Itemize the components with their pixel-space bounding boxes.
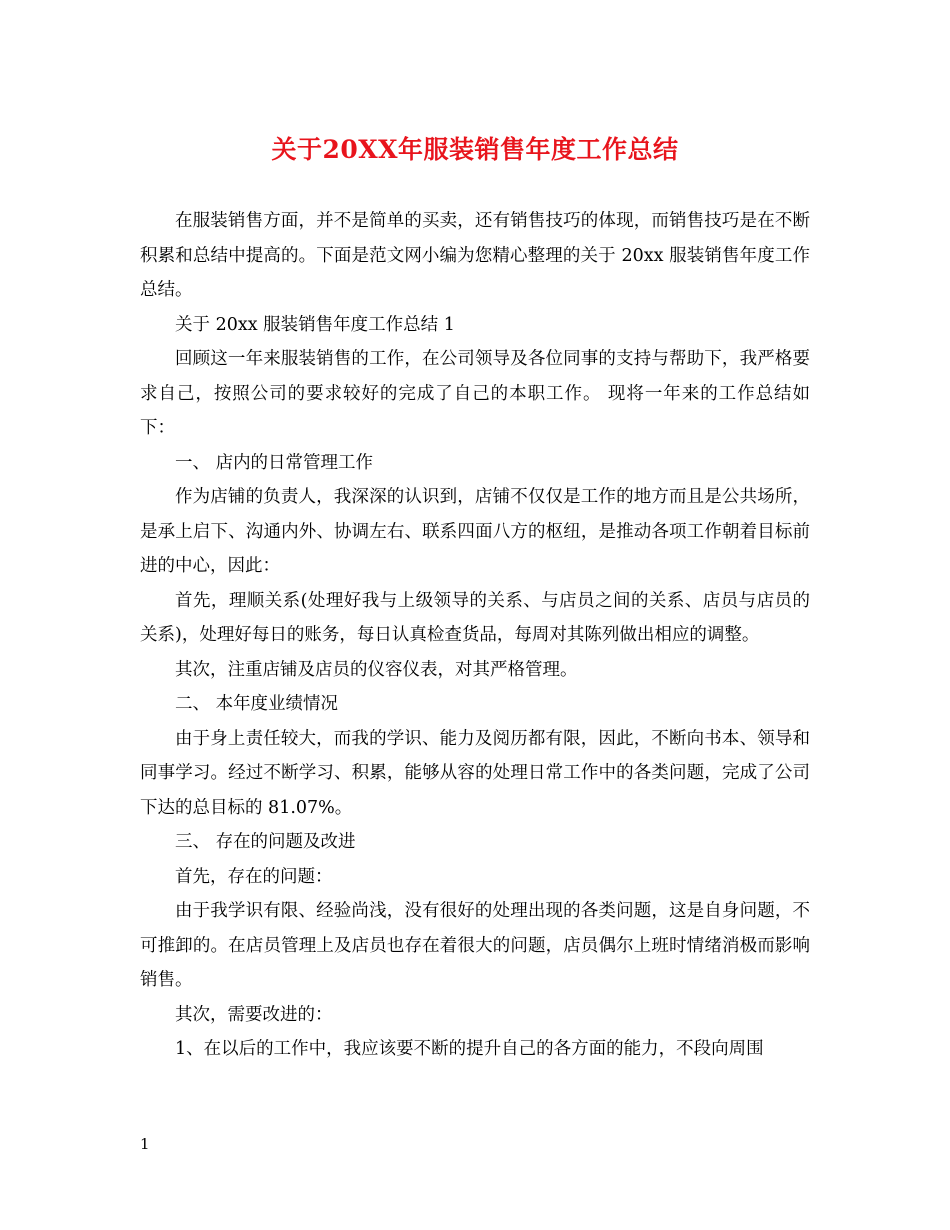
paragraph-performance: 由于身上责任较大，而我的学识、能力及阅历都有限，因此，不断向书本、领导和同事学习。经过不断学习、积累，能够从容的处理日常工作中的各类问题，完成了公司下达的总目标的 81.07%。 <box>140 728 810 818</box>
section-heading-2: 二、 本年度业绩情况 <box>175 694 339 714</box>
paragraph-intro: 在服装销售方面，并不是简单的买卖，还有销售技巧的体现，而销售技巧是在不断积累和总结中提高的。下面是范文网小编为您精心整理的关于 20xx 服装销售年度工作总结。 <box>140 211 810 300</box>
document-body <box>140 204 810 1067</box>
paragraph-second: 其次，注重店铺及店员的仪容仪表，对其严格管理。 <box>175 659 578 680</box>
section-heading-1: 一、 店内的日常管理工作 <box>175 452 374 473</box>
paragraph-problems: 由于我学识有限、经验尚浅，没有很好的处理出现的各类问题，这是自身问题，不可推卸的。在店员管理上及店员也存在着很大的问题，店员偶尔上班时情绪消极而影响销售。 <box>140 901 810 990</box>
document-title: 关于20XX年服装销售年度工作总结 <box>271 135 679 164</box>
paragraph-review: 回顾这一年来服装销售的工作，在公司领导及各位同事的支持与帮助下，我严格要求自己，按照公司的要求较好的完成了自己的本职工作。 现将一年来的工作总结如下： <box>140 349 810 438</box>
paragraph-problems-heading: 首先，存在的问题： <box>175 866 333 887</box>
paragraph-improvements-heading: 其次，需要改进的： <box>175 1004 333 1025</box>
paragraph-first: 首先，理顺关系(处理好我与上级领导的关系、与店员之间的关系、店员与店员的关系)，处理好每日的账务，每日认真检查货品，每周对其陈列做出相应的调整。 <box>140 590 810 645</box>
paragraph-store-role: 作为店铺的负责人，我深深的认识到，店铺不仅仅是工作的地方而且是公共场所，是承上启下、沟通内外、协调左右、联系四面八方的枢纽，是推动各项工作朝着目标前进的中心，因此： <box>140 487 810 576</box>
page-number: 1 <box>140 1135 150 1153</box>
paragraph-subtitle: 关于 20xx 服装销售年度工作总结 1 <box>175 314 455 335</box>
paragraph-improvement-1: 1、在以后的工作中，我应该要不断的提升自己的各方面的能力，不段向周围 <box>175 1039 764 1059</box>
section-heading-3: 三、 存在的问题及改进 <box>175 832 356 852</box>
